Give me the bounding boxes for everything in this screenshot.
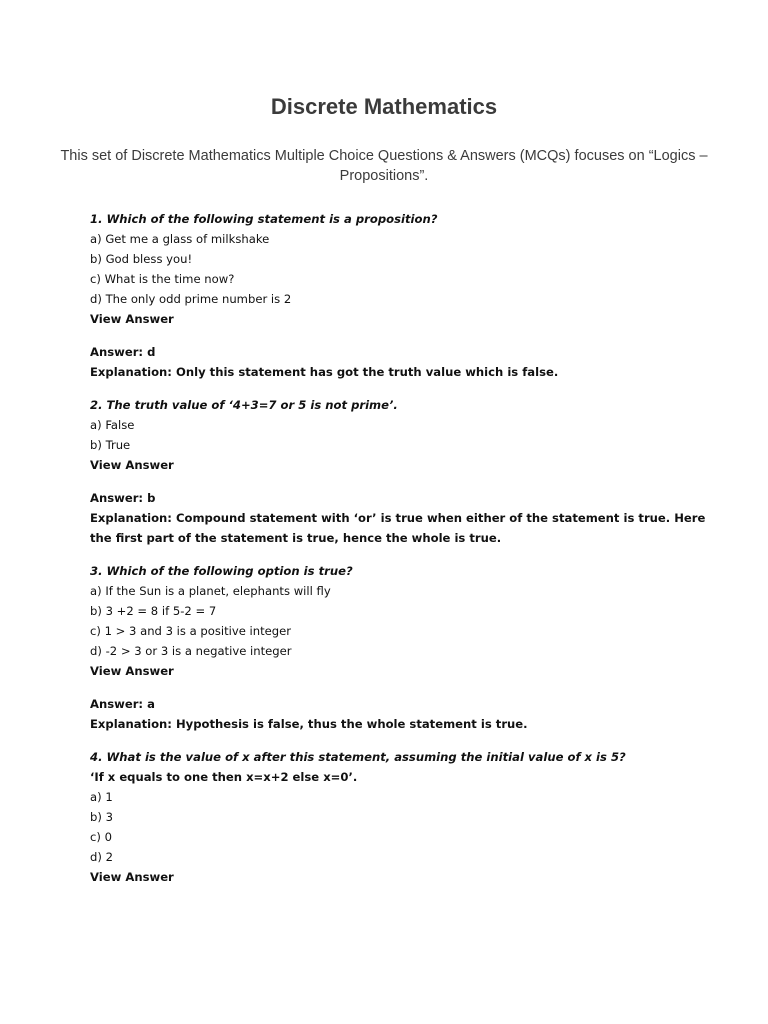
explanation-text: Explanation: Hypothesis is false, thus the whole statement is true. [90,717,528,731]
spacer [90,329,710,342]
answer-text: Answer: a [90,697,155,711]
option-a: a) If the Sun is a planet, elephants will fly [90,584,331,598]
question-block-3 [90,561,710,734]
spacer [90,548,710,561]
option-b: b) God bless you! [90,252,193,266]
question-block-4 [90,747,710,887]
view-answer-link[interactable]: View Answer [90,664,174,678]
question-block-2 [90,395,710,548]
explanation-text: Explanation: Compound statement with ‘or’ is true when either of the statement is true. Here the first part of the statement is true, hence the whole is true. [90,511,706,545]
explanation-text: Explanation: Only this statement has got the truth value which is false. [90,365,559,379]
question-text: 4. What is the value of x after this statement, assuming the initial value of x is 5? [90,750,626,764]
questions-list [90,209,710,887]
answer-text: Answer: b [90,491,156,505]
option-d: d) 2 [90,850,113,864]
option-b: b) 3 +2 = 8 if 5-2 = 7 [90,604,217,618]
option-c: c) What is the time now? [90,272,235,286]
question-statement: ‘If x equals to one then x=x+2 else x=0’. [90,770,358,784]
spacer [90,734,710,747]
answer-text: Answer: d [90,345,156,359]
question-text: 3. Which of the following option is true? [90,564,353,578]
spacer [90,681,710,694]
option-d: d) The only odd prime number is 2 [90,292,292,306]
question-text: 1. Which of the following statement is a proposition? [90,212,438,226]
option-b: b) True [90,438,131,452]
question-block-1 [90,209,710,382]
question-text: 2. The truth value of ‘4+3=7 or 5 is not prime’. [90,398,398,412]
option-d: d) -2 > 3 or 3 is a negative integer [90,644,292,658]
document-title: Discrete Mathematics [270,94,498,119]
option-a: a) 1 [90,790,113,804]
option-c: c) 1 > 3 and 3 is a positive integer [90,624,292,638]
option-a: a) Get me a glass of milkshake [90,232,270,246]
spacer [90,475,710,488]
view-answer-link[interactable]: View Answer [90,312,174,326]
view-answer-link[interactable]: View Answer [90,458,174,472]
document-intro: This set of Discrete Mathematics Multiple Choice Questions & Answers (MCQs) focuses on “Logics – Propositions”. [60,148,708,184]
option-b: b) 3 [90,810,113,824]
view-answer-link[interactable]: View Answer [90,870,174,884]
option-c: c) 0 [90,830,112,844]
option-a: a) False [90,418,135,432]
spacer [90,382,710,395]
